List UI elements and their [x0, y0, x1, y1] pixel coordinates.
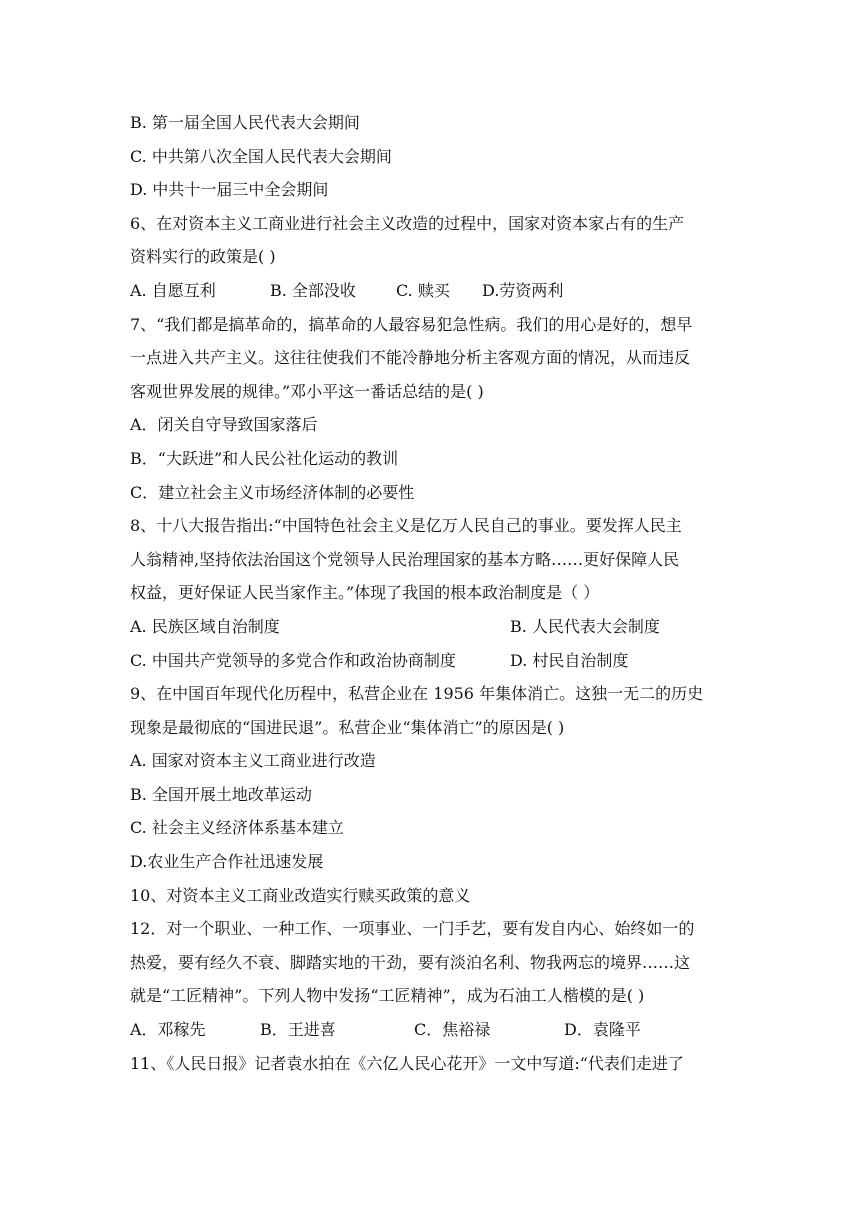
- q12-stem-line-3: 就是“工匠精神”。下列人物中发扬“工匠精神”，成为石油工人楷模的是( ): [130, 986, 645, 1006]
- q12-option-a: A．邓稼先: [130, 1020, 206, 1040]
- q12-stem-line-2: 热爱，要有经久不衰、脚踏实地的干劲，要有淡泊名利、物我两忘的境界……这: [130, 952, 691, 972]
- q12-option-d: D．袁隆平: [564, 1020, 641, 1040]
- q5-option-b: B. 第一届全国人民代表大会期间: [130, 113, 360, 132]
- q6-option-a: A. 自愿互利: [130, 280, 216, 300]
- q8-options-row-1: [130, 610, 730, 644]
- q8-stem-line-2: 人翁精神,坚持依法治国这个党领导人民治理国家的基本方略……更好保障人民: [130, 549, 680, 569]
- q5-option-d: D. 中共十一届三中全会期间: [130, 180, 329, 200]
- q7-stem-line-3: 客观世界发展的规律。”邓小平这一番话总结的是( ): [130, 381, 484, 401]
- q8-option-c: C. 中国共产党领导的多党合作和政治协商制度: [130, 650, 456, 670]
- q8-option-a: A. 民族区域自治制度: [130, 616, 280, 636]
- q12-options: [130, 1013, 730, 1047]
- q7-stem-line-2: 一点进入共产主义。这往往使我们不能冷静地分析主客观方面的情况，从而违反: [130, 348, 691, 368]
- q12-option-c: C．焦裕禄: [414, 1020, 491, 1040]
- q9-stem-line-1: 9、在中国百年现代化历程中，私营企业在 1956 年集体消亡。这独一无二的历史: [130, 684, 704, 704]
- q8-stem-line-1: 8、十八大报告指出:“中国特色社会主义是亿万人民自己的事业。要发挥人民主: [130, 516, 682, 536]
- q6-option-d: D.劳资两利: [482, 280, 564, 300]
- q9-option-d: D.农业生产合作社迅速发展: [130, 852, 324, 872]
- q8-stem-line-3: 权益，更好保证人民当家作主。”体现了我国的根本政治制度是（ ）: [130, 583, 600, 603]
- q8-option-b: B. 人民代表大会制度: [510, 616, 660, 636]
- q9-option-c: C. 社会主义经济体系基本建立: [130, 818, 344, 838]
- q9-option-b: B. 全国开展土地改革运动: [130, 784, 312, 804]
- q11-stem-line-1: 11、《人民日报》记者袁水拍在《六亿人民心花开》一文中写道:“代表们走进了: [130, 1053, 684, 1073]
- q7-option-c: C．建立社会主义市场经济体制的必要性: [130, 482, 415, 502]
- q8-option-d: D. 村民自治制度: [510, 650, 629, 670]
- q7-option-a: A．闭关自守导致国家落后: [130, 415, 318, 435]
- q7-option-b: B．“大跃进”和人民公社化运动的教训: [130, 448, 399, 468]
- q12-stem-line-1: 12．对一个职业、一种工作、一项事业、一门手艺，要有发自内心、始终如一的: [130, 919, 695, 939]
- q6-options: [130, 274, 730, 308]
- q6-option-c: C. 赎买: [396, 280, 450, 300]
- q5-option-c: C. 中共第八次全国人民代表大会期间: [130, 146, 392, 166]
- q6-stem-line-1: 6、在对资本主义工商业进行社会主义改造的过程中，国家对资本家占有的生产: [130, 213, 685, 233]
- q6-stem-line-2: 资料实行的政策是( ): [130, 247, 276, 267]
- q10-stem: 10、对资本主义工商业改造实行赎买政策的意义: [130, 885, 471, 905]
- q9-option-a: A. 国家对资本主义工商业进行改造: [130, 751, 376, 771]
- q9-stem-line-2: 现象是最彻底的“国进民退”。私营企业“集体消亡”的原因是( ): [130, 717, 565, 737]
- q8-options-row-2: [130, 644, 730, 678]
- question-text-block: [130, 106, 730, 1080]
- q7-stem-line-1: 7、“我们都是搞革命的，搞革命的人最容易犯急性病。我们的用心是好的，想早: [130, 314, 693, 334]
- q6-option-b: B. 全部没收: [270, 280, 356, 300]
- q12-option-b: B．王进喜: [260, 1020, 336, 1040]
